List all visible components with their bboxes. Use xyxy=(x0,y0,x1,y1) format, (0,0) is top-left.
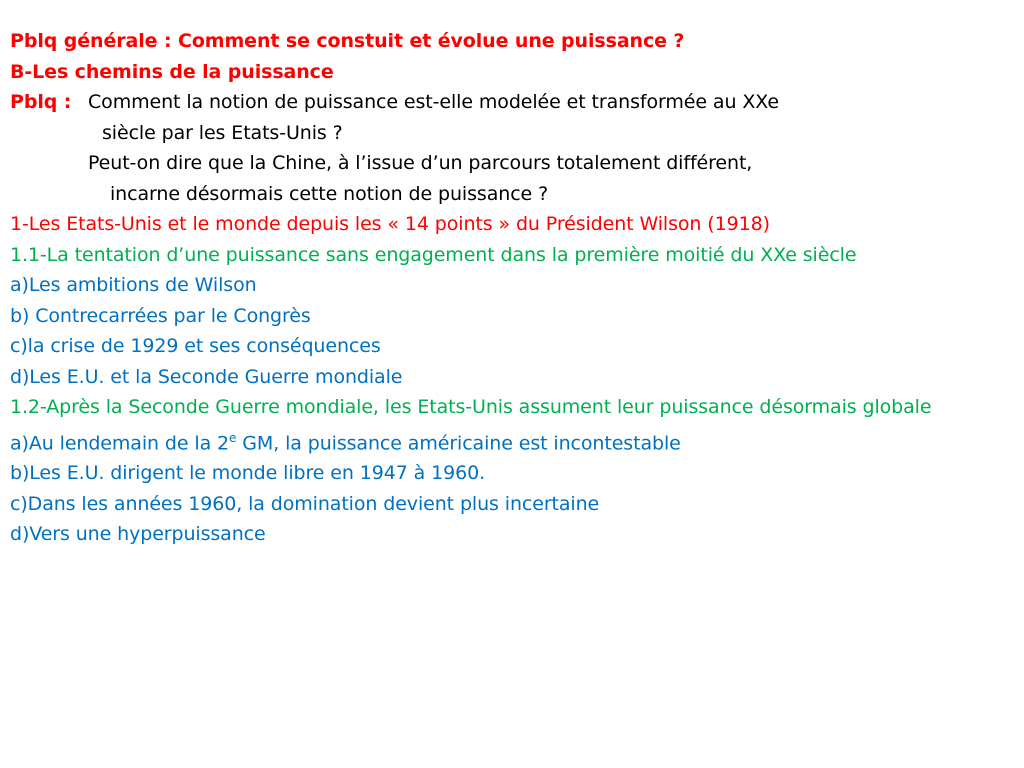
part-1-heading: 1-Les Etats-Unis et le monde depuis les « 14 points » du Président Wilson (1918) xyxy=(10,213,770,235)
item-a-aftermath-text-start: a)Au lendemain de la 2 xyxy=(10,431,230,454)
section-b-title: B-Les chemins de la puissance xyxy=(10,60,334,83)
problem-question-1 xyxy=(10,87,1014,118)
item-d-hyperpower: d)Vers une hyperpuissance xyxy=(10,523,266,546)
item-a-aftermath xyxy=(10,423,1014,459)
part-1-2-heading: 1.2-Après la Seconde Guerre mondiale, les Etats-Unis assument leur puissance désormais globale xyxy=(10,396,932,418)
general-problem-title: Pblq générale : Comment se constuit et évolue une puissance ? xyxy=(10,30,685,52)
item-d-ww2: d)Les E.U. et la Seconde Guerre mondiale xyxy=(10,365,403,388)
pblq-label: Pblq : xyxy=(10,91,72,113)
item-a-aftermath-text-end: GM, la puissance américaine est incontestable xyxy=(236,431,681,454)
problem-question-2-continued: incarne désormais cette notion de puissance ? xyxy=(110,182,549,205)
slide-content xyxy=(10,26,1014,550)
superscript-e: e xyxy=(229,430,237,445)
problem-question-2: Peut-on dire que la Chine, à l’issue d’un parcours totalement différent, xyxy=(88,152,753,174)
item-b-free-world: b)Les E.U. dirigent le monde libre en 1947 à 1960. xyxy=(10,462,486,485)
item-b-congress: b) Contrecarrées par le Congrès xyxy=(10,304,311,327)
item-a-wilson: a)Les ambitions de Wilson xyxy=(10,274,257,296)
item-c-crisis-1929: c)la crise de 1929 et ses conséquences xyxy=(10,335,381,357)
problem-question-1-continued: siècle par les Etats-Unis ? xyxy=(102,121,343,144)
part-1-1-heading: 1.1-La tentation d’une puissance sans engagement dans la première moitié du XXe siècle xyxy=(10,243,857,266)
item-c-1960s: c)Dans les années 1960, la domination devient plus incertaine xyxy=(10,492,600,515)
problem-question-1-text: Comment la notion de puissance est-elle modelée et transformée au XXe xyxy=(88,91,779,113)
